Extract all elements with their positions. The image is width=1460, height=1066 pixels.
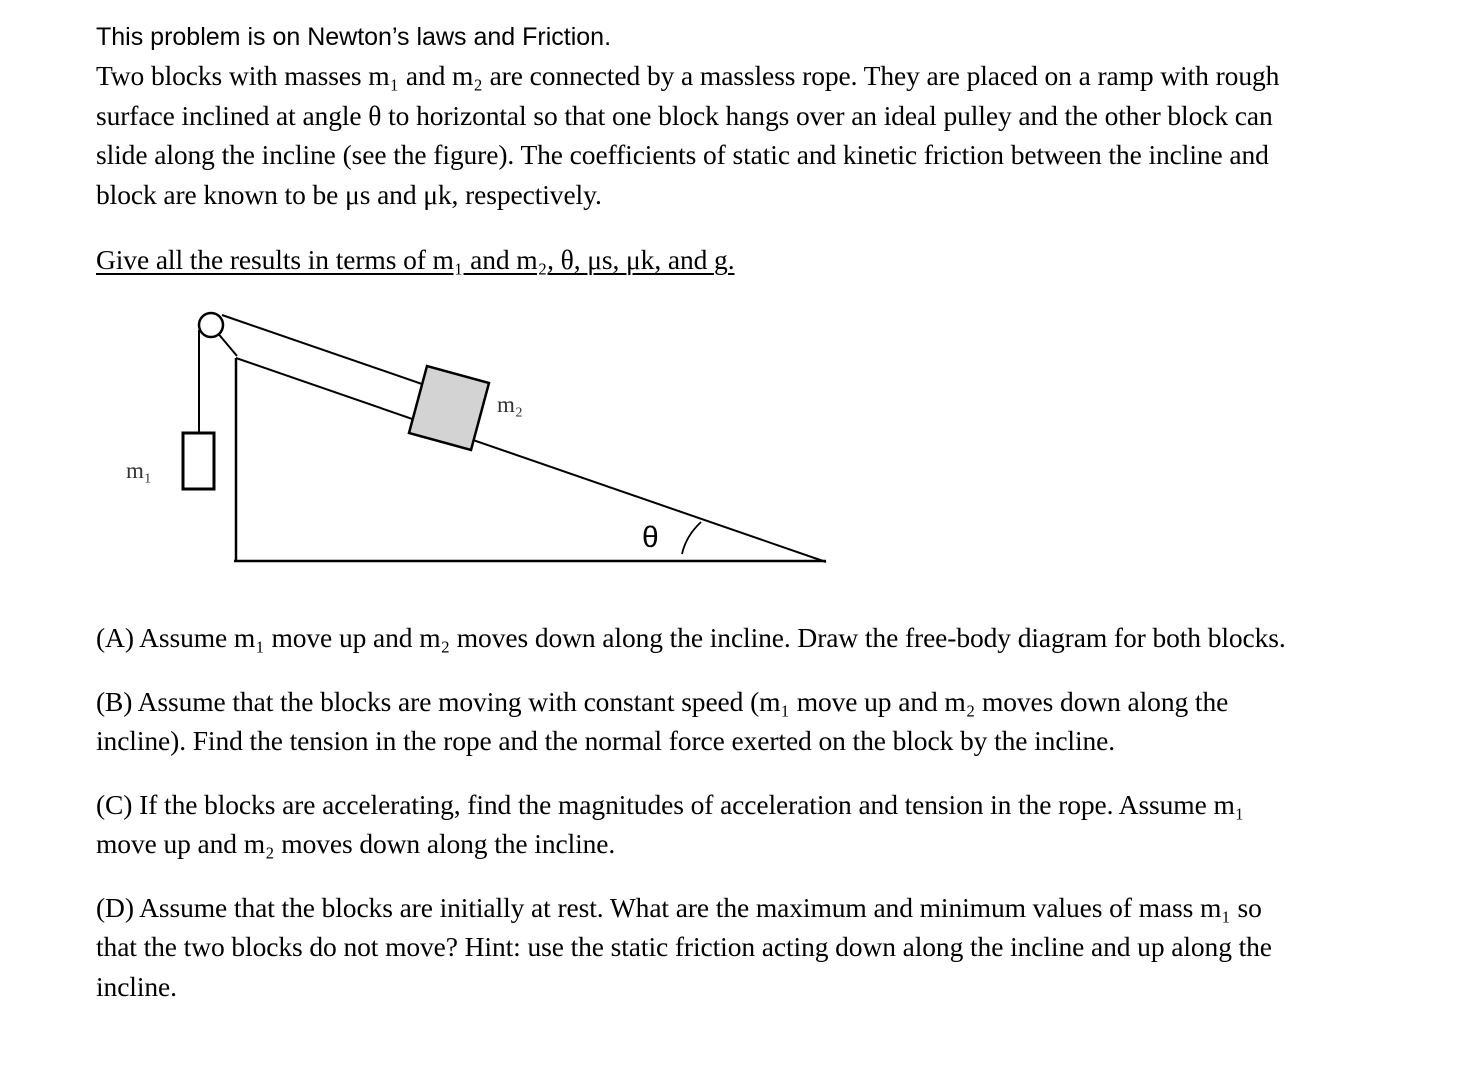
question-parts	[96, 618, 1426, 1030]
part-b-line: (B) Assume that the blocks are moving with constant speed (m₁ move up and m₂ moves down along the	[96, 685, 1229, 717]
part-b	[96, 682, 1426, 761]
angle-arc	[682, 522, 701, 554]
part-a	[96, 618, 1426, 658]
m1-label: m₁	[126, 458, 152, 483]
topic-line: This problem is on Newton’s laws and Friction.	[96, 23, 612, 51]
results-instruction: Give all the results in terms of m₁ and m₂, θ, μs, μk, and g.	[96, 244, 735, 275]
ramp-incline-surface	[236, 358, 826, 562]
part-b-line: incline). Find the tension in the rope and the normal force exerted on the block by the incline.	[96, 725, 1116, 756]
part-c-line: move up and m₂ moves down along the incline.	[96, 828, 616, 859]
part-d-line: (D) Assume that the blocks are initially at rest. What are the maximum and minimum values of mass m₁ so	[96, 891, 1262, 923]
intro-line: Two blocks with masses m₁ and m₂ are connected by a massless rope. They are placed on a ramp with rough	[96, 60, 1280, 91]
rope-incline-segment	[222, 315, 422, 384]
block-m2	[409, 366, 489, 450]
part-c-line: (C) If the blocks are accelerating, find the magnitudes of acceleration and tension in the rope. Assume m₁	[96, 788, 1245, 820]
problem-statement	[96, 18, 1416, 280]
part-d	[96, 888, 1426, 1007]
part-d-line: incline.	[96, 970, 177, 1002]
incline-pulley-figure	[110, 300, 840, 580]
m2-label: m₂	[497, 392, 523, 417]
intro-line: surface inclined at angle θ to horizontal so that one block hangs over an ideal pulley and the other block can	[96, 99, 1273, 131]
pulley	[199, 313, 223, 337]
block-m1	[183, 433, 214, 489]
incline-diagram	[110, 300, 840, 580]
part-d-line: that the two blocks do not move? Hint: use the static friction acting down along the incline and up along the	[96, 931, 1272, 962]
theta-label: θ	[642, 521, 659, 554]
problem-intro	[96, 56, 1416, 214]
part-c	[96, 785, 1426, 864]
part-a-line: (A) Assume m₁ move up and m₂ moves down along the incline. Draw the free-body diagram for both blocks.	[96, 622, 1286, 653]
intro-line: slide along the incline (see the figure). The coefficients of static and kinetic friction between the incline and	[96, 139, 1269, 170]
intro-line: block are known to be μs and μk, respectively.	[96, 178, 602, 210]
